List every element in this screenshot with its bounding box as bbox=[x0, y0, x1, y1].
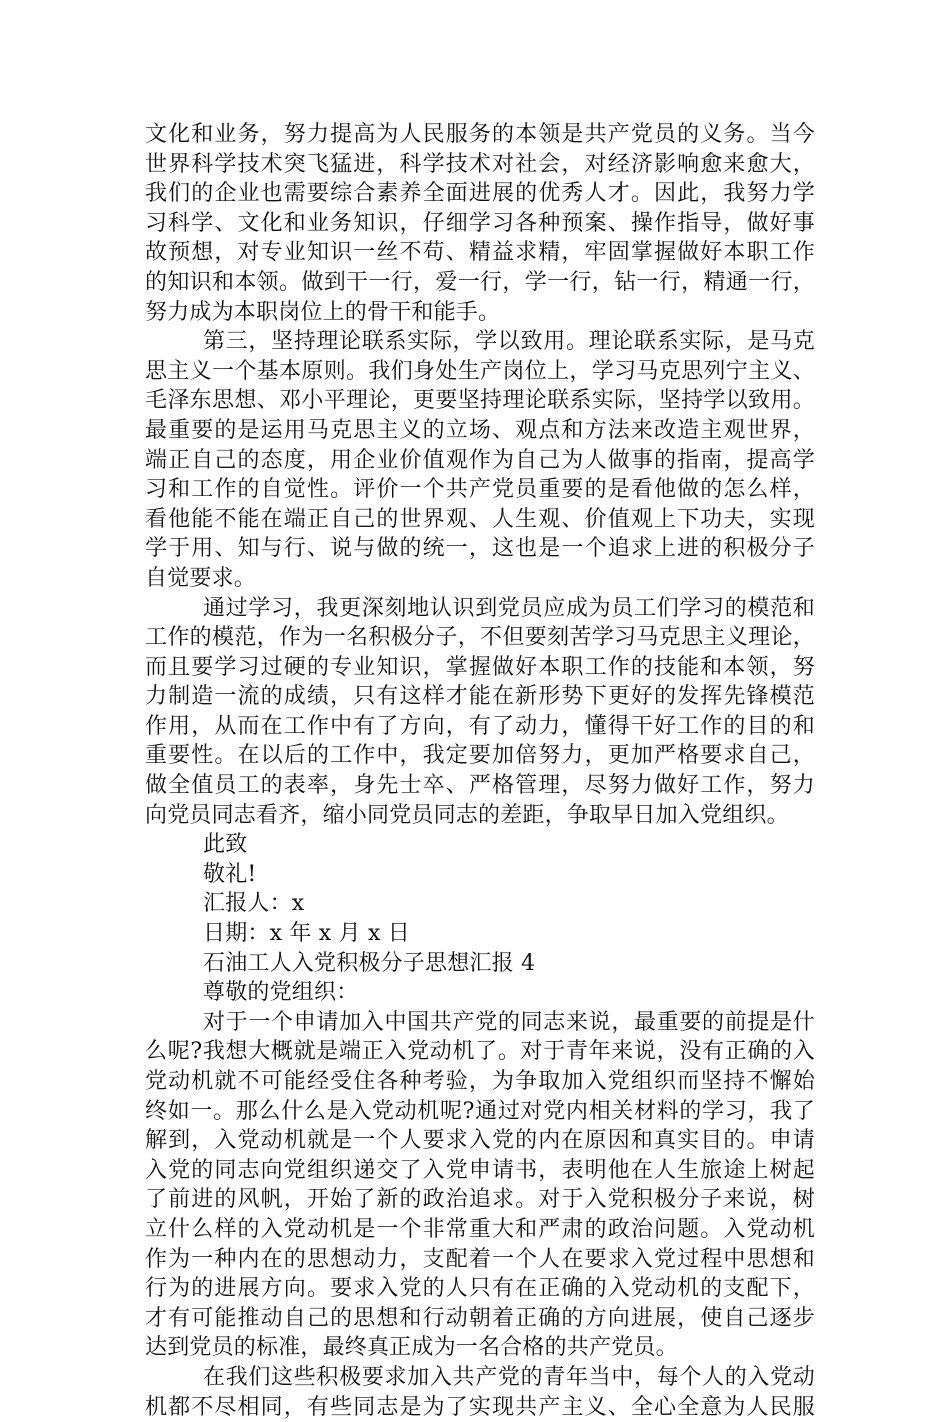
text-line: 的知识和本领。做到干一行，爱一行，学一行，钻一行，精通一行， bbox=[145, 269, 815, 295]
text-line: 世界科学技术突飞猛进，科学技术对社会，对经济影响愈来愈大， bbox=[145, 151, 815, 177]
text-line: 汇报人：x bbox=[203, 891, 305, 917]
text-line: 作用，从而在工作中有了方向，有了动力，懂得干好工作的目的和 bbox=[145, 713, 815, 739]
text-line: 终如一。那么什么是入党动机呢?通过对党内相关材料的学习，我了 bbox=[145, 1098, 815, 1124]
text-line: 努力成为本职岗位上的骨干和能手。 bbox=[145, 299, 501, 325]
text-line: 力制造一流的成绩，只有这样才能在新形势下更好的发挥先锋模范 bbox=[145, 684, 815, 710]
text-line: 了前进的风帆，开始了新的政治追求。对于入党积极分子来说，树 bbox=[145, 1187, 815, 1213]
text-line: 工作的模范，作为一名积极分子，不但要刻苦学习马克思主义理论， bbox=[145, 625, 815, 651]
text-line: 端正自己的态度，用企业价值观作为自己为人做事的指南，提高学 bbox=[145, 447, 815, 473]
text-line: 敬礼! bbox=[203, 861, 257, 887]
text-line: 我们的企业也需要综合素养全面进展的优秀人才。因此，我努力学 bbox=[145, 181, 815, 207]
text-line: 故预想，对专业知识一丝不苟、精益求精，牢固掌握做好本职工作 bbox=[145, 240, 815, 266]
text-line: 思主义一个基本原则。我们身处生产岗位上，学习马克思列宁主义、 bbox=[145, 358, 815, 384]
text-line: 日期：x 年 x 月 x 日 bbox=[203, 921, 410, 947]
text-line: 而且要学习过硬的专业知识，掌握做好本职工作的技能和本领，努 bbox=[145, 654, 815, 680]
text-line: 最重要的是运用马克思主义的立场、观点和方法来改造主观世界， bbox=[145, 417, 815, 443]
text-line: 达到党员的标准，最终真正成为一名合格的共产党员。 bbox=[145, 1335, 678, 1361]
text-line: 重要性。在以后的工作中，我定要加倍努力，更加严格要求自己， bbox=[145, 743, 815, 769]
text-line: 毛泽东思想、邓小平理论，更要坚持理论联系实际，坚持学以致用。 bbox=[145, 388, 815, 414]
document-page bbox=[145, 120, 815, 1422]
text-line: 做全值员工的表率，身先士卒、严格管理，尽努力做好工作，努力 bbox=[145, 773, 815, 799]
text-line: 对于一个申请加入中国共产党的同志来说，最重要的前提是什 bbox=[203, 1009, 815, 1035]
text-line: 么呢?我想大概就是端正入党动机了。对于青年来说，没有正确的入 bbox=[145, 1039, 815, 1065]
text-line: 看他能不能在端正自己的世界观、人生观、价值观上下功夫，实现 bbox=[145, 506, 815, 532]
text-line: 向党员同志看齐，缩小同党员同志的差距，争取早日加入党组织。 bbox=[145, 802, 789, 828]
text-line: 自觉要求。 bbox=[145, 565, 257, 591]
text-line: 通过学习，我更深刻地认识到党员应成为员工们学习的模范和 bbox=[203, 595, 815, 621]
text-line: 文化和业务，努力提高为人民服务的本领是共产党员的义务。当今 bbox=[145, 122, 815, 147]
text-line: 入党的同志向党组织递交了入党申请书，表明他在人生旅途上树起 bbox=[145, 1157, 815, 1183]
text-line: 学于用、知与行、说与做的统一，这也是一个追求上进的积极分子 bbox=[145, 536, 815, 562]
text-line: 党动机就不可能经受住各种考验，为争取加入党组织而坚持不懈始 bbox=[145, 1069, 815, 1094]
text-line: 习科学、文化和业务知识，仔细学习各种预案、操作指导，做好事 bbox=[145, 210, 815, 236]
text-line: 行为的进展方向。要求入党的人只有在正确的入党动机的支配下， bbox=[145, 1276, 815, 1302]
text-line: 在我们这些积极要求加入共产党的青年当中，每个人的入党动 bbox=[203, 1364, 815, 1390]
text-line: 解到，入党动机就是一个人要求入党的内在原因和真实目的。申请 bbox=[145, 1128, 815, 1154]
text-line: 机都不尽相同，有些同志是为了实现共产主义、全心全意为人民服 bbox=[145, 1394, 815, 1420]
text-line: 才有可能推动自己的思想和行动朝着正确的方向进展，使自己逐步 bbox=[145, 1305, 815, 1331]
text-line: 作为一种内在的思想动力，支配着一个人在要求入党过程中思想和 bbox=[145, 1246, 815, 1272]
text-line: 习和工作的自觉性。评价一个共产党员重要的是看他做的怎么样， bbox=[145, 477, 815, 503]
text-line: 石油工人入党积极分子思想汇报 4 bbox=[203, 950, 536, 976]
text-line: 立什么样的入党动机是一个非常重大和严肃的政治问题。入党动机 bbox=[145, 1216, 815, 1242]
text-line: 尊敬的党组织： bbox=[203, 980, 359, 1006]
text-line: 此致 bbox=[203, 832, 248, 858]
text-line: 第三，坚持理论联系实际，学以致用。理论联系实际，是马克 bbox=[203, 329, 815, 355]
